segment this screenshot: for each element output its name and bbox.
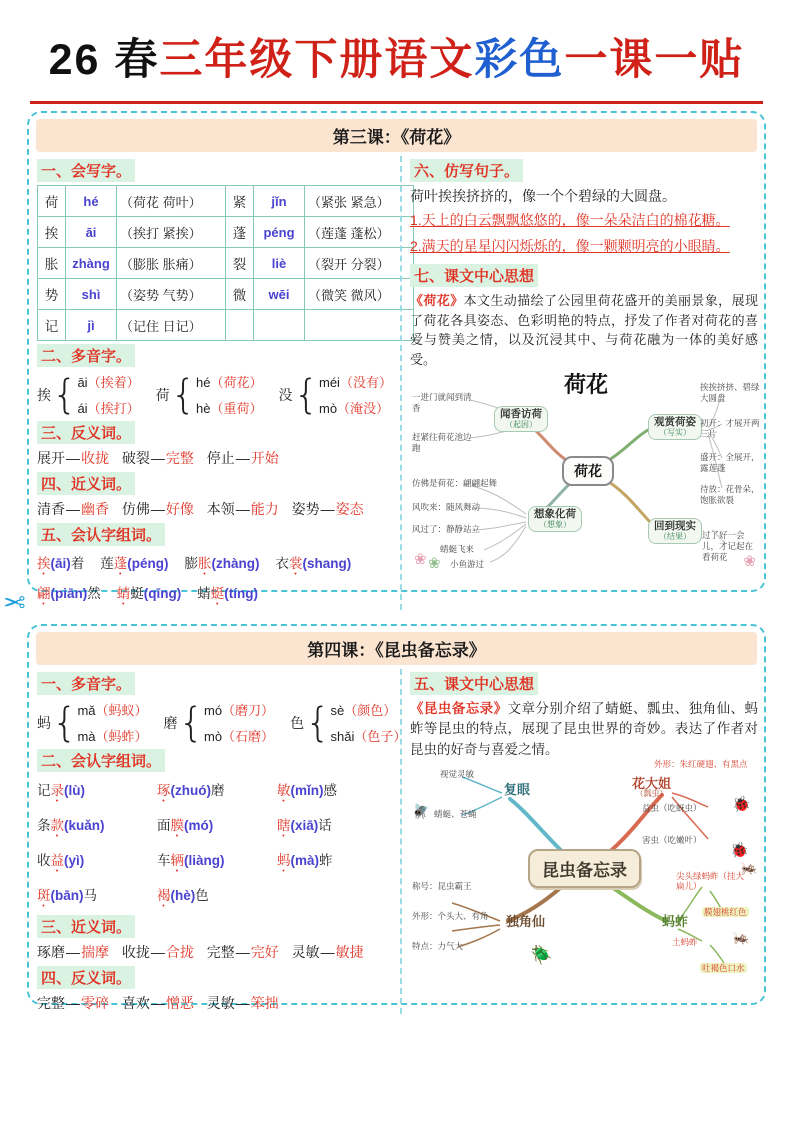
branch-label-ladybug: 花大姐 （瓢虫） [632, 775, 672, 799]
char-cell: 蓬 [226, 217, 254, 248]
polyphone-group [290, 700, 406, 745]
heading-write-chars: 一、会写字。 [37, 159, 135, 182]
leaf-text: 蜻蜓、苍蝇 [434, 808, 477, 819]
word: （重荷） [210, 401, 263, 416]
recognize-item: 车辆(liàng) [157, 853, 225, 868]
brace-glyph: { [178, 699, 204, 746]
antonym-pairs [37, 448, 395, 468]
pinyin: méi [318, 375, 340, 390]
recognize-item: 斑(bān)马 [37, 888, 97, 903]
antonym-pair: 破裂—完整 [121, 450, 194, 466]
words-cell [305, 310, 414, 341]
branch-node-imagine: 想象化荷 （想象） [528, 506, 582, 531]
heading-polyphones: 一、多音字。 [37, 672, 135, 695]
pinyin-cell: āi [66, 217, 117, 248]
word: （蚂蚁） [95, 703, 148, 718]
beetle-icon: 🪲 [530, 944, 553, 965]
branch-label-beetle: 独角仙 [506, 913, 546, 929]
mindmap-center-node: 荷花 [562, 456, 614, 486]
section-lesson3 [27, 111, 766, 601]
synonym-pair: 仿佛—好像 [121, 501, 194, 517]
branch-label-compound-eyes: 复眼 [504, 781, 531, 797]
polyphone-char: 荷 [155, 386, 170, 403]
leaf-text: 小鱼游过 [450, 559, 485, 570]
brace-glyph: { [52, 699, 78, 746]
heading-antonyms: 三、反义词。 [37, 421, 135, 444]
lesson3-columns [29, 154, 764, 614]
char-cell: 记 [38, 310, 66, 341]
leaf-text: 视觉灵敏 [440, 768, 475, 779]
recognize-line [37, 552, 395, 578]
mindmap-lotus [410, 372, 762, 573]
word: （挨打） [87, 401, 140, 416]
leaf-text: 吐褐色口水 [702, 962, 745, 973]
theme-title: 《荷花》 [410, 293, 464, 309]
mindmap-center-node: 昆虫备忘录 [528, 849, 641, 888]
synonym-pair: 收拢—合拢 [121, 944, 194, 960]
branch-label-grasshopper: 蚂蚱 [662, 913, 689, 929]
pinyin: mò [203, 729, 223, 744]
polyphone-group [156, 372, 263, 417]
ladybug-icon: 🐞 [732, 795, 751, 813]
leaf-text: 称号：昆虫霸王 [412, 880, 472, 891]
recognize-item: 琢(zhuó)磨 [157, 783, 225, 798]
recognize-item: 记录(lù) [37, 783, 85, 798]
pinyin: hé [196, 375, 211, 390]
char-cell: 势 [38, 279, 66, 310]
page-title [0, 26, 793, 87]
branch-node-view: 观赏荷姿 （写实） [648, 414, 702, 439]
word: （石磨） [222, 729, 275, 744]
word: （淹没） [337, 401, 390, 416]
recognize-grid [37, 779, 395, 910]
heading-synonyms: 三、近义词。 [37, 915, 135, 938]
leaf-text: 害虫（吃嫩叶） [642, 834, 702, 845]
synonym-pairs [37, 499, 395, 519]
char-cell: 挨 [38, 217, 66, 248]
mindmap-insects [410, 758, 762, 979]
recognize-item: 蚂(mà)蚱 [277, 853, 333, 868]
table-row [38, 279, 414, 310]
pinyin-cell [254, 310, 305, 341]
recognize-item: 蜻蜓(qīng) [116, 586, 182, 601]
leaf-text: 初开：才展开两三片 [700, 418, 760, 439]
leaf-text: 仿佛是荷花：翩翩起舞 [412, 478, 498, 489]
leaf-text: 尖头绿蚂蚱（挂大扁儿） [676, 870, 745, 892]
polyphone-group [279, 372, 392, 417]
char-cell: 裂 [226, 248, 254, 279]
recognize-item: 膨胀(zhàng) [184, 556, 260, 571]
words-cell: （微笑 微风） [305, 279, 414, 310]
words-cell: （记住 日记） [117, 310, 226, 341]
lesson4-left-column [37, 669, 407, 1014]
leaf-text: 挨挨挤挤、碧绿大圆盘 [700, 382, 760, 403]
brace-glyph: { [52, 371, 78, 418]
words-cell: （裂开 分裂） [305, 248, 414, 279]
mimic-sentence-2: 2.满天的星星闪闪烁烁的，像一颗颗明亮的小眼睛。 [410, 237, 730, 254]
synonym-pair: 本领—能力 [206, 501, 279, 517]
antonym-pair: 完整—零碎 [37, 995, 109, 1011]
heading-synonyms: 四、近义词。 [37, 472, 135, 495]
lesson3-left-column [37, 156, 400, 610]
leaf-text: 风过了：静静站立 [412, 524, 481, 535]
lotus-flower-icon: ❀ [743, 553, 756, 571]
leaf-text: 特点：力气大 [412, 940, 464, 951]
pinyin-cell: jǐn [254, 186, 305, 217]
recognize-item: 挨(āi)着 [37, 556, 85, 571]
char-cell: 紧 [226, 186, 254, 217]
pinyin: hè [196, 401, 211, 416]
word: （磨刀） [222, 703, 275, 718]
leaf-text: 一进门就闻到清香 [412, 392, 472, 413]
scissors-icon: ✂ [3, 588, 26, 618]
fly-icon: 🪰 [412, 802, 430, 819]
grasshopper-icon: 🦗 [740, 858, 758, 875]
words-cell: （莲蓬 蓬松） [305, 217, 414, 248]
synonym-pairs [37, 942, 395, 962]
heading-polyphones: 二、多音字。 [37, 344, 135, 367]
mimic-sentence-1: 1.天上的白云飘飘悠悠的，像一朵朵洁白的棉花糖。 [410, 212, 730, 228]
word: （颜色） [344, 703, 397, 718]
words-cell: （膨胀 胀痛） [117, 248, 226, 279]
brace-glyph: { [170, 371, 197, 418]
polyphone-char: 挨 [37, 386, 51, 403]
heading-recognize: 二、会认字组词。 [37, 749, 165, 772]
synonym-pair: 完整—完好 [206, 944, 279, 960]
lesson3-right-column [400, 156, 758, 610]
recognize-item: 收益(yì) [37, 853, 85, 868]
recognize-item: 衣裳(shang) [275, 556, 352, 571]
title-underline [30, 101, 763, 104]
leaf-text: 待放：花骨朵，饱胀欲裂 [700, 484, 760, 505]
theme-paragraph: 《荷花》本文生动描绘了公园里荷花盛开的美丽景象，展现了荷花各具姿态、色彩明艳的特点，抒发了作者对荷花的喜爱与赞美之情，以及沉浸其中、与荷花融为一体的美好感受。 [410, 293, 758, 367]
mindmap-lotus-title: 荷花 [563, 372, 608, 398]
recognize-item: 条款(kuǎn) [37, 818, 105, 833]
word: （没有） [339, 375, 392, 390]
lesson4-columns [29, 667, 764, 1018]
grasshopper-icon: 🦗 [732, 928, 750, 945]
pinyin: ái [77, 401, 88, 416]
title-part-red1: 三年级下册语文 [159, 36, 475, 84]
polyphone-char: 色 [290, 714, 305, 731]
word: （荷花） [210, 375, 263, 390]
recognize-item: 面膜(mó) [157, 818, 214, 833]
antonym-pair: 展开—收拢 [37, 450, 109, 466]
heading-antonyms: 四、反义词。 [37, 966, 135, 989]
leaf-text: 益虫（吃蚜虫） [642, 802, 702, 813]
leaf-text: 土蚂蚱 [672, 936, 698, 947]
section-lesson4 [27, 624, 766, 1011]
brace-glyph: { [293, 371, 319, 418]
title-part-blue: 彩色 [474, 36, 565, 84]
polyphone-char: 蚂 [37, 714, 51, 731]
recognize-item: 蜻蜓(tíng) [197, 586, 258, 601]
recognize-item: 莲蓬(péng) [100, 556, 169, 571]
char-cell: 胀 [38, 248, 66, 279]
polyphone-row [37, 699, 407, 746]
pinyin-cell: hé [66, 186, 117, 217]
pinyin: āi [77, 375, 88, 390]
antonym-pair: 喜欢—憎恶 [121, 995, 194, 1011]
write-chars-table [37, 185, 414, 341]
words-cell: （挨打 紧挨） [117, 217, 226, 248]
antonym-pairs [37, 993, 395, 1013]
lesson3-header: 第三课：《荷花》 [36, 119, 757, 152]
leaf-text: 外形：朱红硬翅、有黑点 [654, 758, 748, 769]
word: （色子） [354, 729, 407, 744]
pinyin: sè [330, 703, 345, 718]
lesson4-right-column [400, 669, 758, 1014]
pinyin: mǎ [77, 703, 96, 718]
theme-title: 《昆虫备忘录》 [410, 701, 508, 716]
synonym-pair: 姿势—姿态 [291, 501, 364, 517]
pinyin-cell: shì [66, 279, 117, 310]
antonym-pair: 灵敏—笨拙 [206, 995, 279, 1011]
polyphone-group [164, 700, 275, 745]
lesson4-header: 第四课：《昆虫备忘录》 [36, 632, 757, 665]
heading-recognize: 五、会认字组词。 [37, 523, 165, 546]
table-row [38, 186, 414, 217]
pinyin: mà [77, 729, 96, 744]
pinyin: mó [203, 703, 223, 718]
polyphone-row [37, 372, 395, 417]
words-cell: （荷花 荷叶） [117, 186, 226, 217]
pinyin: mò [318, 401, 338, 416]
brace-glyph: { [305, 699, 331, 746]
pinyin: shǎi [330, 729, 355, 744]
recognize-item: 敏(mǐn)感 [277, 783, 337, 798]
recognize-item: 翩(piān)然 [37, 586, 101, 601]
theme-paragraph: 《昆虫备忘录》文章分别介绍了蜻蜓、瓢虫、独角仙、蚂蚱等昆虫的特点，展现了昆虫世界的奇妙。表达了作者对昆虫的好奇与喜爱之情。 [410, 701, 758, 757]
title-part-black: 26 春 [48, 36, 160, 84]
title-part-red2: 一课一贴 [564, 36, 745, 84]
heading-mimic: 六、仿写句子。 [410, 159, 523, 182]
leaf-text: 蜻蜓飞来 [440, 544, 475, 555]
char-cell [226, 310, 254, 341]
polyphone-group [37, 700, 148, 745]
lotus-leaf-icon: ❀ [428, 555, 441, 573]
leaf-text: 风吹来：随风舞动 [412, 502, 481, 513]
synonym-pair: 琢磨—揣摩 [37, 944, 109, 960]
synonym-pair: 灵敏—敏捷 [291, 944, 364, 960]
leaf-text: 膜翅桃红色 [704, 906, 747, 917]
word: （挨着） [87, 375, 140, 390]
pinyin-cell: péng [254, 217, 305, 248]
char-cell: 荷 [38, 186, 66, 217]
recognize-line [37, 582, 395, 608]
table-row [38, 217, 414, 248]
recognize-item: 瞎(xiā)话 [277, 818, 332, 833]
branch-node-reality: 回到现实 （结果） [648, 518, 702, 543]
synonym-pair: 清香—幽香 [37, 501, 109, 517]
ladybug-icon: 🐞 [730, 841, 749, 859]
antonym-pair: 停止—开始 [206, 450, 279, 466]
branch-node-smell: 闻香访荷 （起因） [494, 406, 548, 431]
polyphone-char: 没 [278, 386, 293, 403]
leaf-text: 赶紧往荷花池边跑 [412, 432, 472, 453]
table-row [38, 248, 414, 279]
lotus-flower-icon: ❀ [414, 551, 427, 569]
pinyin-cell: liè [254, 248, 305, 279]
pinyin-cell: jì [66, 310, 117, 341]
word: （蚂蚱） [95, 729, 148, 744]
mimic-example: 荷叶挨挨挤挤的，像一个个碧绿的大圆盘。 [410, 188, 676, 204]
leaf-text: 外形：个头大、有角 [412, 910, 489, 921]
recognize-item: 褐(hè)色 [157, 888, 209, 903]
words-cell: （紧张 紧急） [305, 186, 414, 217]
leaf-text: 盛开：全展开，露莲蓬 [700, 452, 760, 473]
leaf-text: 过了好一会儿，才记起在看荷花 [702, 530, 754, 562]
polyphone-char: 磨 [163, 714, 178, 731]
pinyin-cell: wēi [254, 279, 305, 310]
table-row [38, 310, 414, 341]
polyphone-group [37, 372, 140, 417]
words-cell: （姿势 气势） [117, 279, 226, 310]
pinyin-cell: zhàng [66, 248, 117, 279]
heading-theme: 五、课文中心思想 [410, 672, 538, 695]
heading-theme: 七、课文中心思想 [410, 264, 538, 287]
char-cell: 微 [226, 279, 254, 310]
